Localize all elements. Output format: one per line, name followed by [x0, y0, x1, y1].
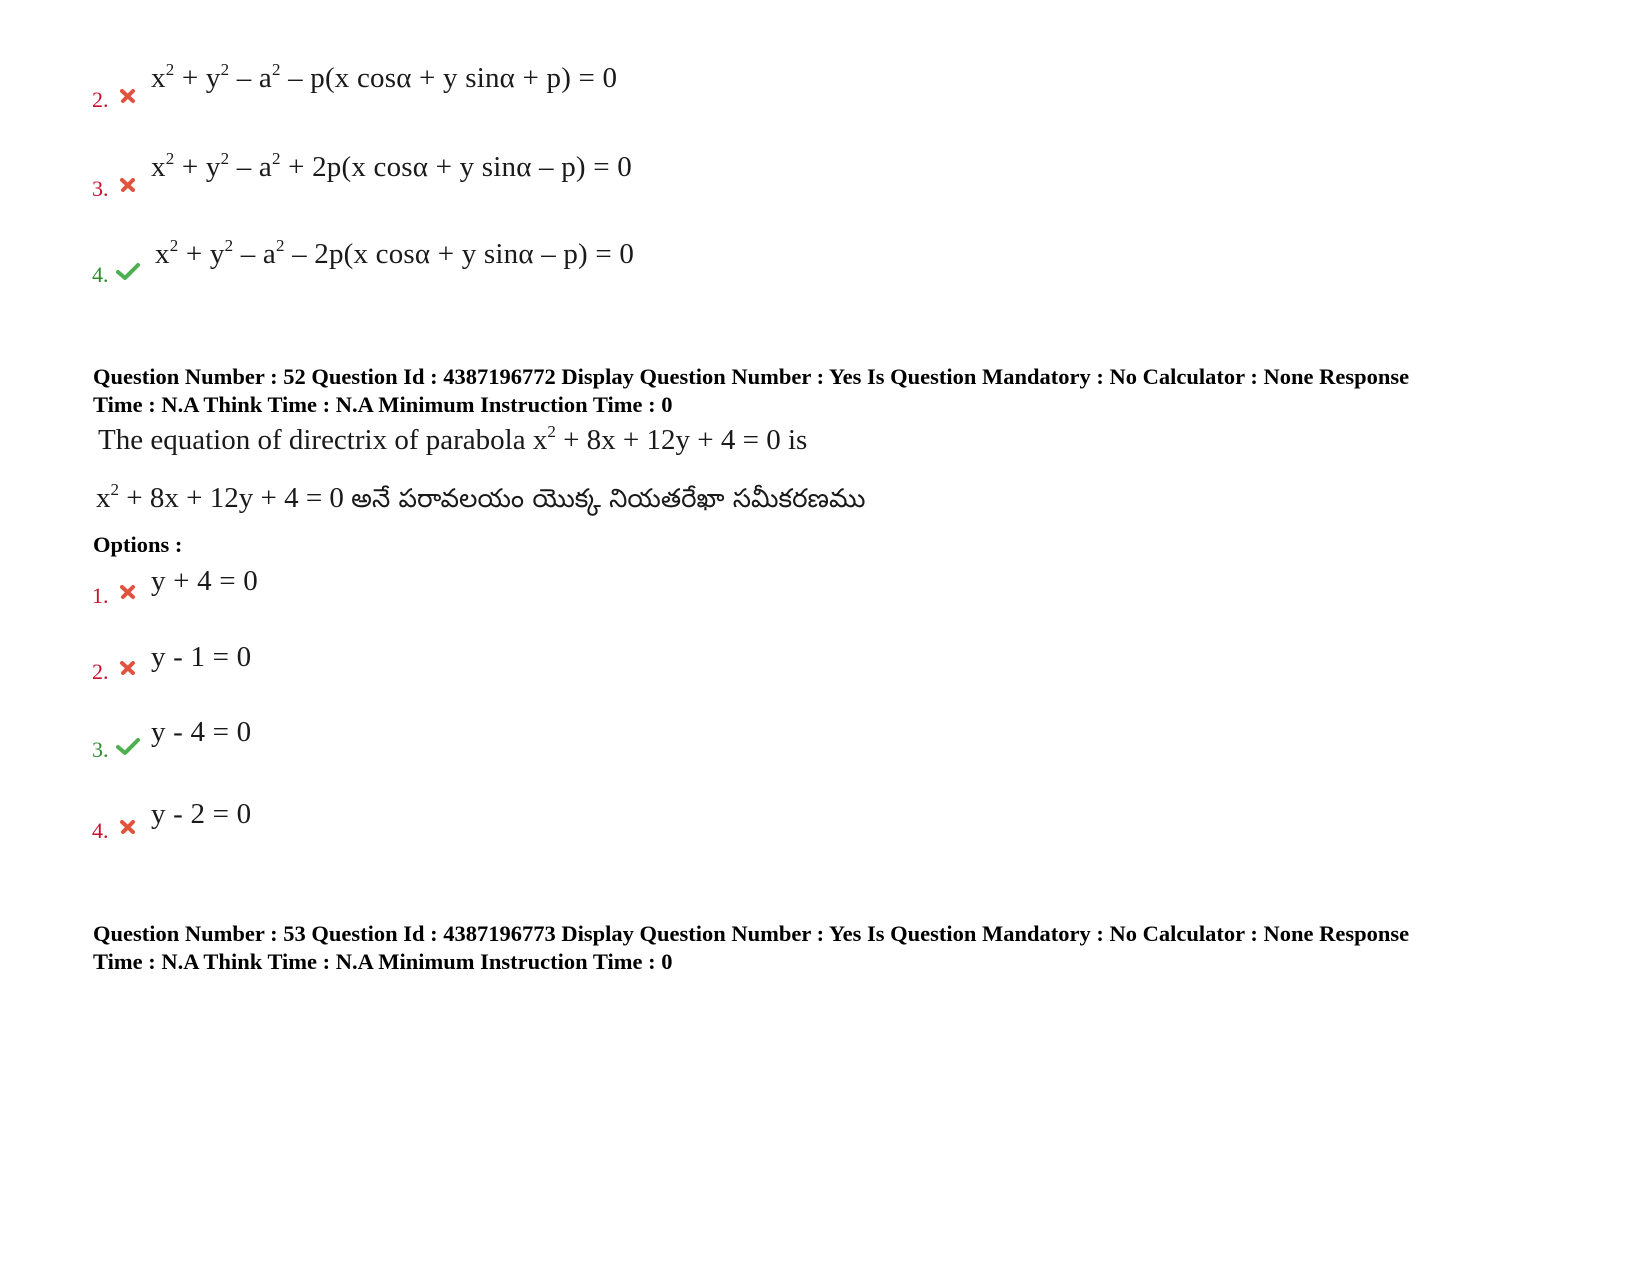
option-number: 4.	[92, 262, 109, 287]
cross-icon	[118, 582, 138, 602]
cross-icon	[118, 658, 138, 678]
option-number: 3.	[92, 176, 109, 201]
option-equation: y - 4 = 0	[151, 716, 252, 748]
cross-icon	[118, 86, 138, 106]
option-number: 1.	[92, 583, 109, 608]
cross-icon	[118, 175, 138, 195]
option-number: 2.	[92, 659, 109, 684]
option-equation: $x^2 + y^2 - a^2 + 2p(x$ cosα + y sinα – p) = 0	[151, 149, 632, 183]
question-52-english: The equation of directrix of parabola $x^2 + 8x + 12y + 4 = 0$ is	[98, 422, 808, 456]
option-number: 2.	[92, 87, 109, 112]
option-number: 3.	[92, 737, 109, 762]
question-53-meta	[93, 920, 1573, 976]
option-equation: y - 2 = 0	[151, 798, 252, 830]
option-equation: $x^2 + y^2 - a^2 - p(x$ cosα + y sinα + p) = 0	[151, 60, 618, 94]
question-meta-line-2: Time : N.A Think Time : N.A Minimum Instruction Time : 0	[93, 949, 673, 974]
telugu-text: అనే పరావలయం యొక్క నియతరేఖా సమీకరణము	[351, 484, 866, 514]
question-52-telugu: $x^2 + 8x + 12y + 4 = 0$ అనే పరావలయం యొక్క నియతరేఖా సమీకరణము	[96, 480, 866, 514]
options-label: Options :	[93, 532, 183, 557]
question-52-meta	[93, 363, 1573, 419]
question-meta-line-1: Question Number : 53 Question Id : 4387196773 Display Question Number : Yes Is Question Mandatory : No Calculator : None Response	[93, 921, 1410, 946]
option-number: 4.	[92, 818, 109, 843]
question-meta-line-1: Question Number : 52 Question Id : 4387196772 Display Question Number : Yes Is Question Mandatory : No Calculator : None Response	[93, 364, 1410, 389]
check-icon	[116, 261, 140, 281]
question-meta-line-2: Time : N.A Think Time : N.A Minimum Instruction Time : 0	[93, 392, 673, 417]
option-equation: y - 1 = 0	[151, 641, 252, 673]
option-equation: $x^2 + y^2 - a^2 - 2p(x$ cosα + y sinα – p) = 0	[155, 236, 635, 270]
option-equation: y + 4 = 0	[151, 565, 259, 597]
cross-icon	[118, 817, 138, 837]
check-icon	[116, 736, 140, 756]
